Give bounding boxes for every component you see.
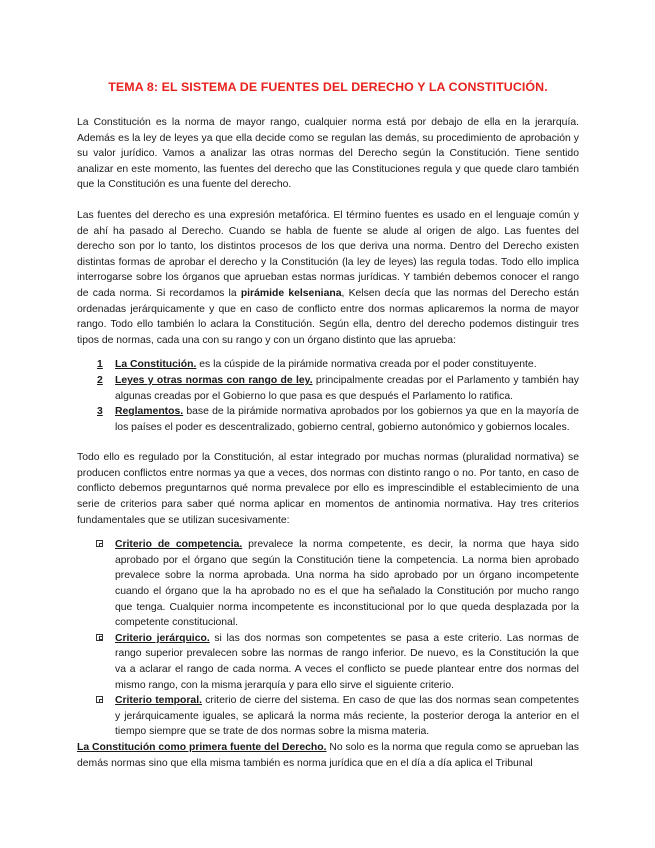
- criteria-list: [77, 537, 579, 740]
- paragraph-conflicts: Todo ello es regulado por la Constitución, al estar integrado por muchas normas (pluralidad normativa) se producen conflictos entre normas ya que a veces, dos normas con distinto rango o no. Por tanto, en caso de conflicto debemos preguntarnos qué norma prevalece por ello es imprescindible el establecimiento de una serie de criterios para saber qué norma aplicar en momentos de antinomia normativa. Hay tres criterios fundamentales que se utilizan sucesivamente:: [77, 452, 579, 526]
- checkbox-bullet-icon: [96, 696, 103, 703]
- paragraph-fuentes-text-a: Las fuentes del derecho es una expresión metafórica. El término fuentes es usado en el lenguaje común y de ahí ha pasado al Derecho. Cuando se habla de fuente se alude al origen de algo. Las fuentes del derecho son por lo tanto, los distintos procesos de los que deriva una norma. Dentro del Derecho existen distintas formas de aprobar el derecho y la Constitución (la ley de leyes) las regula todas. Todo ello implica interrogarse sobre los órganos que aprueban estas normas jurídicas. Y también debemos conocer el rango de cada norma. Si recordamos la: [77, 209, 579, 299]
- paragraph-constitution: [77, 740, 579, 771]
- list-number: 1: [97, 359, 103, 371]
- norm-types-list: [77, 357, 579, 435]
- list-item-label: Reglamentos.: [115, 406, 184, 418]
- paragraph-fuentes: [77, 208, 579, 348]
- list-number: 3: [97, 406, 103, 418]
- page-title: TEMA 8: EL SISTEMA DE FUENTES DEL DERECHO Y LA CONSTITUCIÓN.: [108, 80, 548, 94]
- criterion-text: si las dos normas son competentes se pasa a este criterio. Las normas de rango superior prevalecen sobre las normas de rango inferior. De nuevo, es la Constitución la que va a aclarar el rango de cada norma. A veces el conflicto se puede plantear entre dos normas del mismo rango, con la misma jerarquía y para ello sirve el siguiente criterio.: [115, 632, 579, 691]
- checkbox-bullet-icon: [96, 540, 103, 547]
- list-item: [77, 537, 579, 631]
- list-item-text: base de la pirámide normativa aprobados por los gobiernos ya que en la mayoría de los países el poder es descentralizado, gobierno central, gobierno autonómico y gobiernos locales.: [115, 406, 579, 433]
- list-item: [77, 631, 579, 693]
- criterion-text: prevalece la norma competente, es decir, la norma que haya sido aprobado por el órgano que según la Constitución tiene la competencia. La norma bien aprobado prevalece sobre la norma aprobada. Una norma ha sido aprobado por un órgano incompetente cuando el órgano que la ha aprobado no es el que ha señalado la Constitución por mucho rango que tenga. Cualquier norma incompetente es inconstitucional por lo que queda desplazada por la competente constitucional.: [115, 539, 579, 629]
- criterion-label: Criterio temporal.: [115, 695, 202, 707]
- list-item-label: Leyes y otras normas con rango de ley.: [115, 374, 313, 386]
- list-item: [77, 404, 579, 435]
- paragraph-fuentes-text-b: , Kelsen decía que las normas del Derecho están ordenadas jerárquicamente y que en caso de conflicto entre dos normas aplicaremos la norma de mayor rango. Todo ello también lo aclara la Constitución. Según ella, dentro del derecho podemos distinguir tres tipos de normas, cada una con su rango y con un órgano distinto que las aprueba:: [77, 287, 579, 346]
- list-item: [77, 373, 579, 404]
- paragraph-constitution-text: No solo es la norma que regula como se aprueban las demás normas sino que ella misma también es norma jurídica que en el día a día aplica el Tribunal: [77, 741, 579, 769]
- list-item-text: principalmente creadas por el Parlamento y también hay algunas creadas por el Gobierno lo que pasa es que después el Parlamento lo ratifica.: [115, 374, 579, 402]
- criterion-label: Criterio jerárquico.: [115, 632, 210, 644]
- paragraph-intro: La Constitución es la norma de mayor rango, cualquier norma está por debajo de ella en la jerarquía. Además es la ley de leyes ya que ella decide como se regulan las demás, su procedimiento de aprobación y su valor jurídico. Vamos a analizar las otras normas del Derecho según la Constitución. Tiene sentido analizar en este momento, las fuentes del derecho que las Constituciones regula y que quede claro también que la Constitución es una fuente del derecho.: [77, 117, 579, 191]
- list-item-text: es la cúspide de la pirámide normativa creada por el poder constituyente.: [196, 359, 537, 371]
- list-item-label: La Constitución.: [115, 359, 197, 371]
- criterion-label: Criterio de competencia.: [115, 539, 243, 551]
- checkbox-bullet-icon: [96, 634, 103, 641]
- list-item: [77, 357, 579, 373]
- criterion-text: criterio de cierre del sistema. En caso de que las dos normas sean competentes y jerárquicamente iguales, se aplicará la norma más reciente, la posterior deroga la anterior en el tiempo siempre que se trate de dos normas sobre la misma materia.: [115, 695, 579, 738]
- section-heading: La Constitución como primera fuente del Derecho.: [77, 741, 327, 753]
- list-item: [77, 693, 579, 740]
- list-number: 2: [97, 374, 103, 386]
- kelsen-highlight: pirámide kelseniana: [240, 287, 342, 299]
